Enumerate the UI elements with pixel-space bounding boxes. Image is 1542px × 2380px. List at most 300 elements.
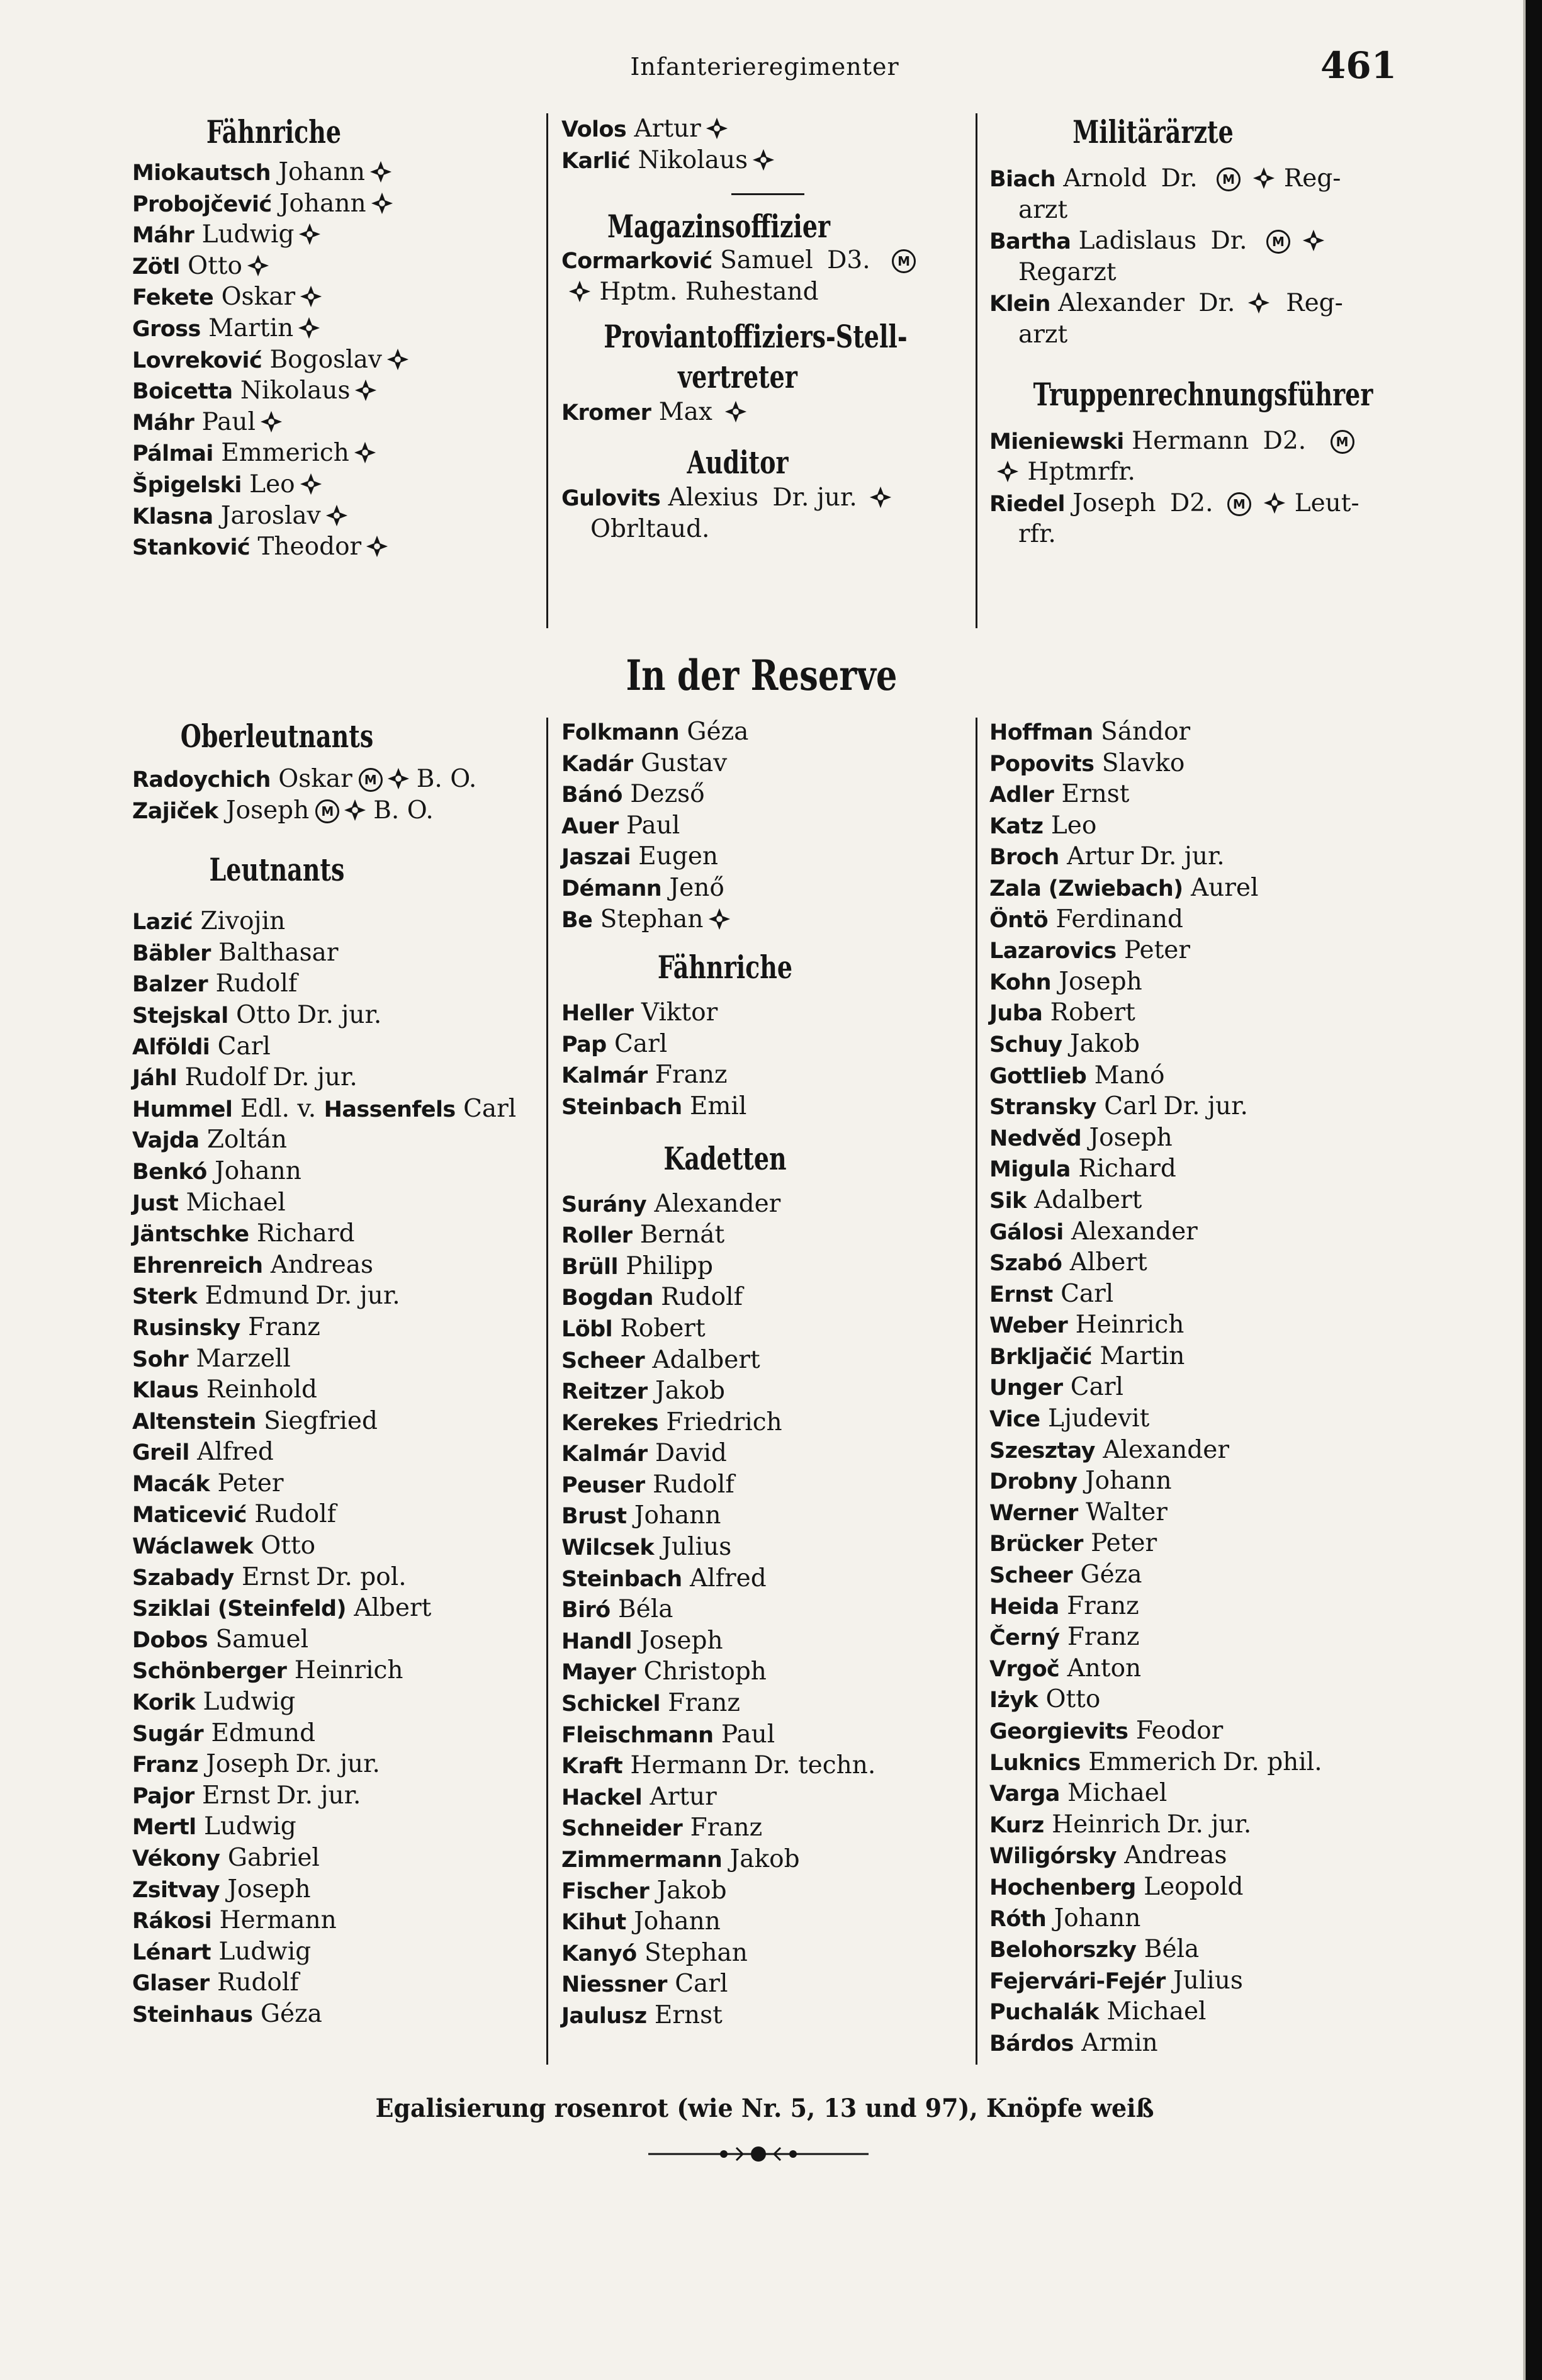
merit-medal-icon: M: [1266, 230, 1290, 254]
surname: Hummel: [132, 1097, 233, 1122]
surname: Nedvěd: [989, 1125, 1082, 1151]
surname: Adler: [989, 782, 1054, 808]
surname: Jäntschke: [132, 1222, 249, 1248]
list-item: [561, 1091, 971, 1122]
surname: Lovreković: [132, 347, 262, 373]
surname: Steinhaus: [132, 2002, 253, 2028]
rank: Reg-: [1286, 289, 1343, 318]
list-item: [132, 469, 415, 500]
list-item: [561, 748, 971, 779]
list-item: [989, 1341, 1392, 1372]
given-name: Johann: [634, 1907, 721, 1936]
list-item: [989, 1747, 1392, 1778]
list-item: [132, 1436, 541, 1468]
surname: Bárdos: [989, 2031, 1074, 2056]
surname: Wáclawek: [132, 1534, 253, 1560]
given-name: Artur: [634, 115, 701, 143]
list-item: [132, 1156, 541, 1187]
surname: Fischer: [561, 1878, 650, 1904]
list-item: [561, 1500, 971, 1531]
ornament-divider: [648, 2143, 869, 2165]
given-name: Aurel: [1190, 873, 1259, 902]
surname: Brkljačić: [989, 1344, 1092, 1370]
given-name: Joseph: [1089, 1123, 1173, 1152]
section-title-proviant-2: vertreter: [678, 358, 797, 396]
given-name: Hermann: [1132, 426, 1249, 455]
surname: Hochenberg: [989, 1875, 1136, 1900]
surname: Pálmai: [132, 441, 213, 467]
surname: Mertl: [132, 1815, 196, 1841]
surname: Löbl: [561, 1316, 612, 1342]
surname: Iżyk: [989, 1688, 1038, 1713]
list-item: [132, 1999, 541, 2030]
surname: Reitzer: [561, 1379, 648, 1405]
title-suffix: Dr.: [1161, 164, 1198, 193]
given-name: Carl: [1070, 1373, 1124, 1402]
surname: Ehrenreich: [132, 1253, 263, 1278]
column-rule: [976, 718, 977, 2065]
list-item: [132, 1967, 541, 1999]
surname: Boicetta: [132, 379, 233, 405]
title-suffix: Dr.: [1210, 227, 1247, 256]
given-name: Edmund: [205, 1282, 310, 1311]
surname: Just: [132, 1190, 179, 1216]
given-name: Slavko: [1101, 748, 1185, 777]
cross-icon: [386, 767, 410, 791]
surname: Sterk: [132, 1284, 198, 1310]
rank: Leut-: [1294, 488, 1359, 517]
given-name: Johann: [215, 1156, 301, 1185]
given-name: Eugen: [638, 842, 719, 871]
given-name: Andreas: [1124, 1841, 1227, 1870]
given-name: Martin: [1100, 1341, 1185, 1370]
title-suffix: Dr. jur.: [1140, 842, 1225, 871]
page-number: 461: [1320, 44, 1397, 87]
cross-icon: [370, 191, 394, 215]
cross-icon: [1263, 491, 1286, 515]
given-name: Joseph: [639, 1626, 723, 1655]
list-item: [989, 1715, 1392, 1747]
given-name: Albert: [1069, 1248, 1147, 1277]
list-item-continued: [989, 319, 1392, 351]
list-item: [989, 1871, 1392, 1903]
surname: Sik: [989, 1188, 1027, 1214]
surname: Heida: [989, 1594, 1059, 1620]
given-name: Joseph: [206, 1750, 290, 1779]
list-item: [132, 313, 415, 344]
list-item: [132, 1280, 541, 1312]
surname: Folkmann: [561, 720, 679, 745]
title-suffix: B. O.: [416, 765, 477, 793]
list-item: [561, 904, 971, 935]
given-name: Friedrich: [666, 1407, 782, 1436]
surname: Franz: [132, 1752, 198, 1778]
bottom-left-column: [132, 718, 541, 2030]
surname: Schönberger: [132, 1659, 287, 1684]
surname: Biró: [561, 1598, 611, 1623]
given-name: Johann: [279, 189, 366, 218]
short-rule: [731, 193, 804, 195]
given-name: Peter: [1091, 1529, 1157, 1558]
surname: Máhr: [132, 223, 194, 249]
surname: Heller: [561, 1001, 634, 1027]
list-item: [989, 163, 1392, 195]
given-name: Adalbert: [1034, 1185, 1142, 1214]
list-item: [989, 1591, 1392, 1622]
surname: Rusinsky: [132, 1315, 240, 1341]
list-item: [132, 1062, 541, 1093]
given-name: Oskar: [221, 283, 296, 312]
list-item: [989, 1621, 1392, 1653]
surname: Fejervári-Fejér: [989, 1968, 1166, 1994]
list-item: [561, 397, 964, 428]
given-name: Bernát: [639, 1221, 725, 1249]
list-item: [561, 1282, 971, 1313]
bottom-right-column: [989, 716, 1392, 2059]
surname: Karlić: [561, 148, 631, 174]
surname: Vajda: [132, 1128, 200, 1154]
volos-list: [561, 113, 964, 176]
list-item: [132, 1749, 541, 1780]
list-item: [989, 1840, 1392, 1871]
section-title-militaeraerzte: Militärärzte: [1072, 113, 1234, 150]
title-suffix: Dr.: [1198, 289, 1235, 318]
given-name: Jakob: [1070, 1029, 1140, 1058]
list-item: [132, 1312, 541, 1343]
list-item: [989, 1809, 1392, 1841]
surname: Brüll: [561, 1254, 618, 1280]
title-suffix: Dr. jur.: [1166, 1810, 1252, 1839]
surname: Vékony: [132, 1846, 220, 1871]
rank: Obrltaud.: [590, 514, 710, 543]
given-name: Jakob: [729, 1845, 800, 1873]
given-name: Joseph: [225, 796, 310, 825]
merit-medal-icon: M: [359, 768, 383, 792]
surname: Vice: [989, 1407, 1040, 1433]
surname: Gálosi: [989, 1219, 1064, 1245]
rank: Regarzt: [1018, 257, 1117, 286]
given-name: Leopold: [1144, 1872, 1244, 1901]
given-name: Rudolf: [217, 1968, 299, 1997]
list-item: [561, 145, 964, 176]
surname: Korik: [132, 1690, 196, 1716]
title-suffix: Dr. jur.: [276, 1781, 361, 1810]
list-item: [561, 1563, 971, 1594]
given-name: Alfred: [197, 1438, 274, 1467]
given-name: Géza: [260, 1999, 322, 2028]
list-item: [132, 344, 415, 376]
list-item: [561, 1750, 971, 1781]
surname: Mieniewski: [989, 429, 1124, 454]
list-item: [132, 1468, 541, 1499]
surname: Georgievits: [989, 1719, 1128, 1744]
cross-icon: [325, 504, 349, 527]
surname: Klein: [989, 291, 1050, 317]
list-item: [989, 1965, 1392, 1997]
merit-medal-icon: M: [315, 799, 339, 823]
surname: Kohn: [989, 969, 1051, 995]
given-name: Rudolf: [652, 1470, 734, 1499]
surname: Miokautsch: [132, 161, 271, 186]
given-name: Ludwig: [218, 1937, 312, 1966]
cross-icon: [751, 148, 775, 172]
surname: Gross: [132, 316, 201, 342]
given-name: Alexander: [1071, 1217, 1198, 1246]
surname: Broch: [989, 845, 1059, 871]
given-name: Emil: [689, 1091, 747, 1120]
given-name: Carl: [463, 1094, 517, 1123]
list-item: [989, 1403, 1392, 1435]
list-item: [989, 1653, 1392, 1684]
list-item: [989, 1309, 1392, 1341]
given-name: Franz: [1067, 1623, 1140, 1652]
list-item: [989, 1497, 1392, 1528]
leutnants-list: [132, 906, 541, 2029]
surname: Jaszai: [561, 845, 631, 871]
given-name: Franz: [1067, 1591, 1139, 1620]
given-name: Rudolf: [254, 1500, 337, 1529]
given-name: Richard: [1078, 1154, 1176, 1183]
title-suffix: Dr. jur.: [296, 1000, 382, 1029]
cross-icon: [869, 485, 892, 509]
given-name: Peter: [1124, 936, 1190, 965]
given-name: Alfred: [689, 1564, 767, 1593]
list-item: [989, 841, 1392, 872]
list-item: [989, 1372, 1392, 1403]
kadetten-list: [561, 1188, 971, 2031]
list-item: [989, 904, 1392, 935]
list-item: [989, 1996, 1392, 2028]
list-item: [132, 1780, 541, 1812]
surname: Benkó: [132, 1159, 207, 1185]
reserve-officers-list: [561, 716, 971, 935]
surname: Radoychich: [132, 767, 271, 792]
list-item: [989, 1528, 1392, 1559]
list-item: [989, 997, 1392, 1029]
list-item: [132, 188, 415, 220]
given-name: Johann: [278, 158, 366, 186]
reserve-title: In der Reserve: [626, 651, 898, 700]
merit-medal-icon: M: [1227, 492, 1251, 516]
given-name: Samuel: [720, 246, 813, 275]
surname: Weber: [989, 1313, 1068, 1339]
given-name: Theodor: [257, 533, 362, 561]
surname: Lazić: [132, 910, 193, 935]
given-name: Heinrich: [1052, 1810, 1161, 1839]
rank: arzt: [1018, 320, 1068, 349]
footer-note: Egalisierung rosenrot (wie Nr. 5, 13 und 97), Knöpfe weiß: [375, 2094, 1154, 2123]
surname: Scheer: [989, 1563, 1073, 1589]
given-name: Peter: [217, 1469, 284, 1497]
surname: Alföldi: [132, 1034, 210, 1060]
list-item: [561, 1625, 971, 1657]
surname: Jáhl: [132, 1066, 177, 1091]
list-item: [132, 1874, 541, 1905]
given-name: Ernst: [241, 1562, 310, 1591]
given-name: Franz: [248, 1312, 320, 1341]
list-item: [989, 225, 1392, 257]
surname: Zsitvay: [132, 1877, 220, 1903]
kadetten-list-continued: [989, 716, 1392, 2059]
merit-medal-icon: M: [1217, 167, 1241, 191]
surname: Kromer: [561, 400, 651, 426]
title-suffix: Dr. techn.: [753, 1751, 876, 1780]
title-suffix: Dr. phil.: [1222, 1747, 1322, 1776]
running-header: Infanterieregimenter: [630, 53, 899, 81]
surname: Szabady: [132, 1565, 234, 1591]
given-name: Adalbert: [652, 1345, 760, 1374]
surname: Handl: [561, 1628, 632, 1654]
given-name: Paul: [626, 811, 680, 840]
surname-part: Hassenfels: [324, 1097, 456, 1122]
surname: Zajiček: [132, 798, 218, 824]
list-item: [132, 1218, 541, 1249]
list-item: [989, 748, 1392, 779]
given-name: Marzell: [196, 1344, 291, 1373]
merit-medal-icon: M: [892, 249, 916, 273]
surname: Sohr: [132, 1346, 189, 1372]
given-name: David: [655, 1439, 727, 1468]
class-code: D2.: [1263, 426, 1307, 455]
cross-icon: [353, 441, 377, 465]
surname: Juba: [989, 1001, 1043, 1027]
list-item: [561, 779, 971, 810]
top-left-column: [132, 113, 415, 563]
given-name: Armin: [1081, 2028, 1158, 2057]
surname: Hoffman: [989, 720, 1093, 745]
list-item-continued: [989, 195, 1392, 226]
surname: Stransky: [989, 1095, 1096, 1120]
given-name: Artur: [650, 1782, 717, 1811]
surname: Bogdan: [561, 1285, 653, 1311]
given-name: Carl: [614, 1029, 668, 1058]
list-item: [989, 1122, 1392, 1154]
list-item: [132, 1624, 541, 1655]
list-item: [561, 872, 971, 904]
list-item: [132, 407, 415, 438]
given-name: Joseph: [1072, 488, 1156, 517]
given-name: Franz: [668, 1689, 740, 1718]
given-name: Hermann: [630, 1751, 748, 1780]
surname: Unger: [989, 1375, 1063, 1401]
surname: Bäbler: [132, 940, 211, 966]
surname: Volos: [561, 117, 627, 142]
given-name: Andreas: [270, 1250, 374, 1279]
given-name: Ernst: [1061, 780, 1130, 809]
surname: Klaus: [132, 1378, 199, 1404]
title-suffix: Dr. pol.: [315, 1562, 407, 1591]
given-name: Albert: [354, 1594, 432, 1623]
surname: Balzer: [132, 972, 208, 998]
list-item: [561, 1188, 971, 1220]
list-item: [561, 1219, 971, 1251]
surname: Pajor: [132, 1783, 194, 1809]
given-name: Walter: [1086, 1497, 1168, 1526]
list-item: [989, 872, 1392, 904]
surname: Drobny: [989, 1469, 1078, 1495]
cross-icon: [1302, 228, 1325, 252]
list-item: [561, 1937, 971, 1969]
surname: Hackel: [561, 1785, 643, 1810]
surname: Luknics: [989, 1750, 1081, 1776]
section-title-magazinsoffizier: Magazinsoffizier: [607, 208, 831, 245]
list-item: [132, 1530, 541, 1562]
list-item: [989, 779, 1392, 810]
given-name: Nikolaus: [638, 145, 748, 174]
given-name: Rudolf: [661, 1283, 743, 1312]
given-name: Julius: [661, 1533, 732, 1562]
given-name: Anton: [1067, 1654, 1142, 1683]
given-name: Gabriel: [227, 1844, 320, 1872]
surname: Greil: [132, 1440, 189, 1466]
cross-icon: [354, 378, 378, 402]
cross-icon: [568, 279, 592, 303]
given-name: Franz: [690, 1813, 763, 1842]
list-item: [132, 1000, 541, 1031]
given-name: Heinrich: [1075, 1311, 1185, 1339]
surname: Zötl: [132, 254, 180, 279]
list-item: [561, 1844, 971, 1875]
surname: Be: [561, 907, 593, 933]
surname: Belohorszky: [989, 1937, 1137, 1963]
given-name: Ljudevit: [1047, 1404, 1150, 1433]
surname: Glaser: [132, 1971, 210, 1997]
surname: Auer: [561, 813, 619, 839]
list-item-continued: [561, 514, 964, 545]
list-item: [132, 1905, 541, 1936]
list-item: [989, 1153, 1392, 1185]
given-name: Johann: [1084, 1467, 1172, 1496]
section-title-faehnriche: Fähnriche: [206, 113, 342, 150]
given-name: Alexander: [1058, 289, 1185, 318]
given-name: Ladislaus: [1078, 227, 1197, 256]
given-name: Alexius: [668, 483, 758, 512]
surname: Kadár: [561, 751, 633, 777]
given-name: Carl: [1104, 1092, 1157, 1121]
list-item: [561, 1968, 971, 2000]
list-item: [561, 1345, 971, 1376]
surname: Bánó: [561, 782, 622, 808]
given-name: Géza: [687, 718, 749, 746]
list-item: [132, 1374, 541, 1406]
surname: Mayer: [561, 1660, 636, 1686]
list-item: [989, 1934, 1392, 1965]
cross-icon: [259, 410, 283, 434]
surname: Dobos: [132, 1627, 208, 1653]
surname: Steinbach: [561, 1566, 682, 1592]
given-name: Stephan: [600, 905, 704, 933]
list-item: [132, 219, 415, 251]
given-name: Otto: [261, 1531, 316, 1560]
given-name: Sándor: [1101, 718, 1191, 746]
cross-icon: [705, 116, 729, 140]
title-suffix: Dr. jur.: [315, 1282, 400, 1311]
given-name: Heinrich: [294, 1656, 403, 1685]
surname: Kraft: [561, 1754, 622, 1779]
given-name: Martin: [208, 313, 294, 342]
title-suffix: Dr. jur.: [772, 483, 857, 512]
faehnriche-reserve-list: [561, 997, 971, 1122]
list-item: [132, 1686, 541, 1718]
given-name: Manó: [1094, 1061, 1165, 1090]
rank: Hptm. Ruhestand: [599, 277, 819, 306]
rank: rfr.: [1018, 520, 1056, 549]
oberleutnants-list: [132, 764, 541, 826]
list-item: [561, 245, 964, 276]
given-name: Emmerich: [1088, 1747, 1217, 1776]
surname: Altenstein: [132, 1409, 256, 1435]
surname: Cormarković: [561, 249, 712, 274]
